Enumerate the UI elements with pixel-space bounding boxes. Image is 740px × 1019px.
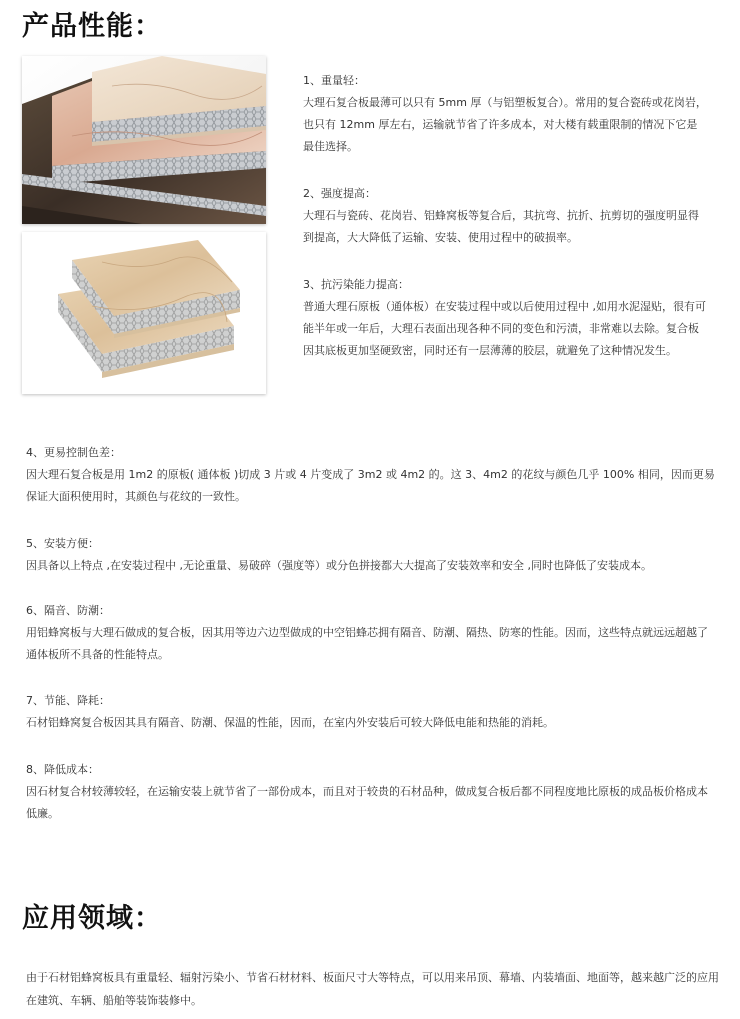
beige-marble-panels-illustration	[22, 232, 266, 394]
item-body: 因大理石复合板是用 1m2 的原板( 通体板 )切成 3 片或 4 片变成了 3m2 或 4m2 的。这 3、4m2 的花纹与颜色几乎 100% 相同，因而更易保证大面积使用时，其颜色与花纹的一致性。	[26, 468, 715, 503]
performance-item-4	[26, 442, 718, 508]
item-title: 5、安装方便：	[26, 537, 99, 550]
section-heading-performance: 产品性能：	[22, 11, 162, 42]
item-title: 1、重量轻：	[303, 74, 365, 87]
item-body: 大理石复合板最薄可以只有 5mm 厚（与铝塑板复合）。常用的复合瓷砖或花岗岩，也只有 12mm 厚左右，运输就节省了许多成本，对大楼有载重限制的情况下它是最佳选择。	[303, 96, 707, 153]
item-body: 用铝蜂窝板与大理石做成的复合板，因其用等边六边型做成的中空铝蜂芯拥有隔音、防潮、隔热、防寒的性能。因而，这些特点就远远超越了通体板所不具备的性能特点。	[26, 626, 708, 661]
honeycomb-panel-photo-2	[22, 232, 266, 394]
marble-honeycomb-panels-illustration	[22, 56, 266, 224]
item-body: 石材铝蜂窝复合板因其具有隔音、防潮、保温的性能，因而，在室内外安装后可较大降低电能和热能的消耗。	[26, 716, 554, 729]
performance-item-5	[26, 533, 718, 577]
performance-item-1	[303, 70, 708, 158]
item-body: 普通大理石原板（通体板）在安装过程中或以后使用过程中 ,如用水泥湿贴，很有可能半年或一年后，大理石表面出现各种不同的变色和污渍，非常难以去除。复合板因其底板更加坚硬致密，同时还有一层薄薄的胶层，就避免了这种情况发生。	[303, 300, 706, 357]
performance-item-3	[303, 274, 708, 362]
item-title: 6、隔音、防潮：	[26, 604, 110, 617]
item-title: 8、降低成本：	[26, 763, 99, 776]
honeycomb-panel-photo-1	[22, 56, 266, 224]
item-title: 4、更易控制色差：	[26, 446, 121, 459]
item-title: 7、节能、降耗：	[26, 694, 110, 707]
performance-item-7	[26, 690, 718, 734]
performance-item-2	[303, 183, 708, 249]
item-title: 2、强度提高：	[303, 187, 376, 200]
item-title: 3、抗污染能力提高：	[303, 278, 409, 291]
item-body: 大理石与瓷砖、花岗岩、铝蜂窝板等复合后，其抗弯、抗折、抗剪切的强度明显得到提高，大大降低了运输、安装、使用过程中的破损率。	[303, 209, 699, 244]
performance-item-8	[26, 759, 718, 825]
performance-item-6	[26, 600, 718, 666]
section-heading-application: 应用领域：	[22, 903, 162, 934]
application-paragraph: 由于石材铝蜂窝板具有重量轻、辐射污染小、节省石材材料、板面尺寸大等特点，可以用来吊顶、幕墙、内装墙面、地面等，越来越广泛的应用在建筑、车辆、船舶等装饰装修中。	[26, 971, 719, 1007]
item-body: 因具备以上特点 ,在安装过程中 ,无论重量、易破碎（强度等）或分色拼接都大大提高了安装效率和安全 ,同时也降低了安装成本。	[26, 559, 652, 572]
item-body: 因石材复合材较薄较轻，在运输安装上就节省了一部份成本，而且对于较贵的石材品种，做成复合板后都不同程度地比原板的成品板价格成本低廉。	[26, 785, 708, 820]
